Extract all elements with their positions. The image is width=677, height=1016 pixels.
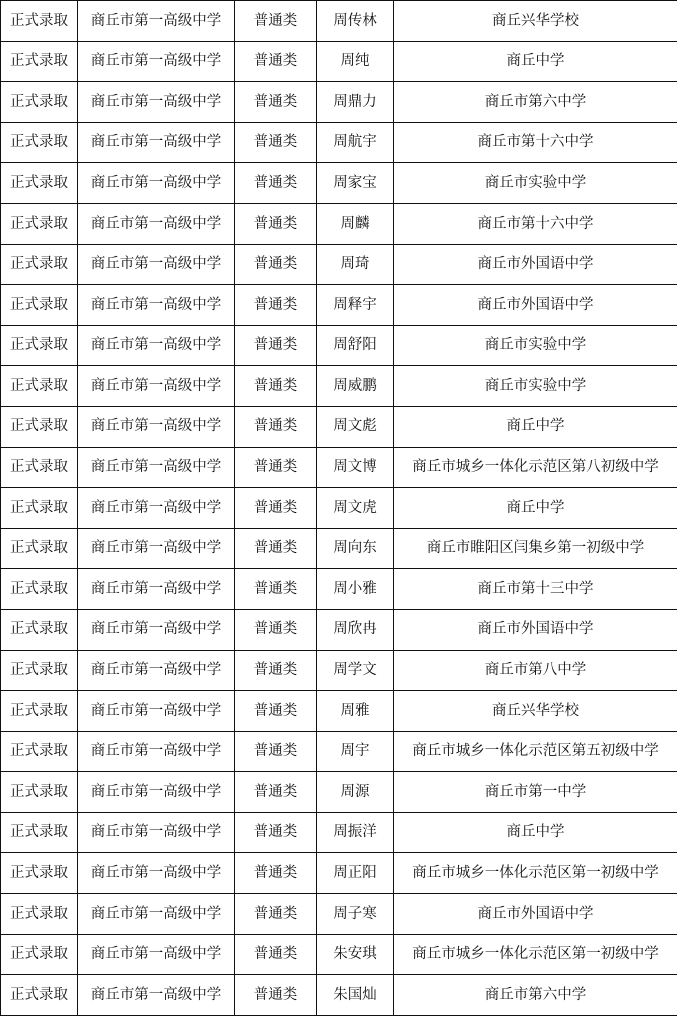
- name-cell: 周子寒: [317, 894, 394, 935]
- name-cell: 周威鹏: [317, 366, 394, 407]
- school-cell: 商丘市第一高级中学: [78, 41, 235, 82]
- name-cell: 周振洋: [317, 812, 394, 853]
- graduated-school-cell: 商丘市第六中学: [394, 975, 677, 1016]
- status-cell: 正式录取: [1, 691, 78, 732]
- graduated-school-cell: 商丘市实验中学: [394, 325, 677, 366]
- type-cell: 普通类: [235, 163, 317, 204]
- type-cell: 普通类: [235, 731, 317, 772]
- status-cell: 正式录取: [1, 894, 78, 935]
- type-cell: 普通类: [235, 41, 317, 82]
- status-cell: 正式录取: [1, 731, 78, 772]
- table-row: [1, 853, 677, 894]
- graduated-school-cell: 商丘市外国语中学: [394, 894, 677, 935]
- graduated-school-cell: 商丘市外国语中学: [394, 609, 677, 650]
- type-cell: 普通类: [235, 569, 317, 610]
- table-row: [1, 244, 677, 285]
- status-cell: 正式录取: [1, 650, 78, 691]
- table-row: [1, 528, 677, 569]
- name-cell: 周宇: [317, 731, 394, 772]
- status-cell: 正式录取: [1, 488, 78, 529]
- type-cell: 普通类: [235, 650, 317, 691]
- status-cell: 正式录取: [1, 772, 78, 813]
- type-cell: 普通类: [235, 244, 317, 285]
- type-cell: 普通类: [235, 406, 317, 447]
- name-cell: 周舒阳: [317, 325, 394, 366]
- graduated-school-cell: 商丘市城乡一体化示范区第一初级中学: [394, 934, 677, 975]
- graduated-school-cell: 商丘市第十三中学: [394, 569, 677, 610]
- status-cell: 正式录取: [1, 934, 78, 975]
- table-row: [1, 812, 677, 853]
- graduated-school-cell: 商丘市城乡一体化示范区第五初级中学: [394, 731, 677, 772]
- table-row: [1, 650, 677, 691]
- status-cell: 正式录取: [1, 569, 78, 610]
- type-cell: 普通类: [235, 975, 317, 1016]
- status-cell: 正式录取: [1, 528, 78, 569]
- school-cell: 商丘市第一高级中学: [78, 163, 235, 204]
- school-cell: 商丘市第一高级中学: [78, 82, 235, 123]
- type-cell: 普通类: [235, 691, 317, 732]
- name-cell: 周鼎力: [317, 82, 394, 123]
- name-cell: 周正阳: [317, 853, 394, 894]
- type-cell: 普通类: [235, 366, 317, 407]
- name-cell: 周小雅: [317, 569, 394, 610]
- name-cell: 周航宇: [317, 122, 394, 163]
- status-cell: 正式录取: [1, 853, 78, 894]
- graduated-school-cell: 商丘市第六中学: [394, 82, 677, 123]
- name-cell: 周欣冉: [317, 609, 394, 650]
- school-cell: 商丘市第一高级中学: [78, 975, 235, 1016]
- table-row: [1, 569, 677, 610]
- type-cell: 普通类: [235, 325, 317, 366]
- school-cell: 商丘市第一高级中学: [78, 934, 235, 975]
- graduated-school-cell: 商丘市外国语中学: [394, 285, 677, 326]
- status-cell: 正式录取: [1, 447, 78, 488]
- status-cell: 正式录取: [1, 285, 78, 326]
- graduated-school-cell: 商丘中学: [394, 488, 677, 529]
- school-cell: 商丘市第一高级中学: [78, 569, 235, 610]
- school-cell: 商丘市第一高级中学: [78, 406, 235, 447]
- school-cell: 商丘市第一高级中学: [78, 203, 235, 244]
- type-cell: 普通类: [235, 894, 317, 935]
- table-row: [1, 406, 677, 447]
- table-row: [1, 488, 677, 529]
- type-cell: 普通类: [235, 772, 317, 813]
- name-cell: 周源: [317, 772, 394, 813]
- table-row: [1, 82, 677, 123]
- table-row: [1, 41, 677, 82]
- school-cell: 商丘市第一高级中学: [78, 1, 235, 42]
- table-row: [1, 163, 677, 204]
- status-cell: 正式录取: [1, 1, 78, 42]
- school-cell: 商丘市第一高级中学: [78, 650, 235, 691]
- status-cell: 正式录取: [1, 366, 78, 407]
- type-cell: 普通类: [235, 203, 317, 244]
- name-cell: 周琦: [317, 244, 394, 285]
- graduated-school-cell: 商丘市实验中学: [394, 366, 677, 407]
- graduated-school-cell: 商丘兴华学校: [394, 691, 677, 732]
- name-cell: 朱安琪: [317, 934, 394, 975]
- school-cell: 商丘市第一高级中学: [78, 609, 235, 650]
- status-cell: 正式录取: [1, 325, 78, 366]
- school-cell: 商丘市第一高级中学: [78, 366, 235, 407]
- school-cell: 商丘市第一高级中学: [78, 894, 235, 935]
- school-cell: 商丘市第一高级中学: [78, 488, 235, 529]
- table-row: [1, 609, 677, 650]
- graduated-school-cell: 商丘兴华学校: [394, 1, 677, 42]
- type-cell: 普通类: [235, 82, 317, 123]
- school-cell: 商丘市第一高级中学: [78, 285, 235, 326]
- type-cell: 普通类: [235, 447, 317, 488]
- status-cell: 正式录取: [1, 163, 78, 204]
- name-cell: 周学文: [317, 650, 394, 691]
- type-cell: 普通类: [235, 1, 317, 42]
- type-cell: 普通类: [235, 812, 317, 853]
- name-cell: 周家宝: [317, 163, 394, 204]
- status-cell: 正式录取: [1, 812, 78, 853]
- school-cell: 商丘市第一高级中学: [78, 772, 235, 813]
- school-cell: 商丘市第一高级中学: [78, 244, 235, 285]
- type-cell: 普通类: [235, 488, 317, 529]
- table-row: [1, 122, 677, 163]
- school-cell: 商丘市第一高级中学: [78, 447, 235, 488]
- school-cell: 商丘市第一高级中学: [78, 325, 235, 366]
- type-cell: 普通类: [235, 122, 317, 163]
- status-cell: 正式录取: [1, 975, 78, 1016]
- name-cell: 朱国灿: [317, 975, 394, 1016]
- table-row: [1, 447, 677, 488]
- status-cell: 正式录取: [1, 41, 78, 82]
- table-row: [1, 1, 677, 42]
- graduated-school-cell: 商丘市城乡一体化示范区第八初级中学: [394, 447, 677, 488]
- table-row: [1, 975, 677, 1016]
- graduated-school-cell: 商丘中学: [394, 406, 677, 447]
- table-row: [1, 731, 677, 772]
- status-cell: 正式录取: [1, 244, 78, 285]
- school-cell: 商丘市第一高级中学: [78, 731, 235, 772]
- type-cell: 普通类: [235, 853, 317, 894]
- type-cell: 普通类: [235, 285, 317, 326]
- name-cell: 周向东: [317, 528, 394, 569]
- school-cell: 商丘市第一高级中学: [78, 691, 235, 732]
- table-row: [1, 325, 677, 366]
- name-cell: 周雅: [317, 691, 394, 732]
- name-cell: 周麟: [317, 203, 394, 244]
- school-cell: 商丘市第一高级中学: [78, 122, 235, 163]
- school-cell: 商丘市第一高级中学: [78, 812, 235, 853]
- graduated-school-cell: 商丘市睢阳区闫集乡第一初级中学: [394, 528, 677, 569]
- type-cell: 普通类: [235, 528, 317, 569]
- graduated-school-cell: 商丘市实验中学: [394, 163, 677, 204]
- type-cell: 普通类: [235, 934, 317, 975]
- school-cell: 商丘市第一高级中学: [78, 853, 235, 894]
- status-cell: 正式录取: [1, 122, 78, 163]
- graduated-school-cell: 商丘市外国语中学: [394, 244, 677, 285]
- name-cell: 周文彪: [317, 406, 394, 447]
- table-row: [1, 203, 677, 244]
- status-cell: 正式录取: [1, 406, 78, 447]
- type-cell: 普通类: [235, 609, 317, 650]
- graduated-school-cell: 商丘中学: [394, 41, 677, 82]
- admission-table-body: [1, 1, 677, 1016]
- graduated-school-cell: 商丘市第一中学: [394, 772, 677, 813]
- table-row: [1, 691, 677, 732]
- status-cell: 正式录取: [1, 203, 78, 244]
- table-row: [1, 285, 677, 326]
- table-row: [1, 772, 677, 813]
- graduated-school-cell: 商丘市第八中学: [394, 650, 677, 691]
- graduated-school-cell: 商丘市第十六中学: [394, 122, 677, 163]
- graduated-school-cell: 商丘市城乡一体化示范区第一初级中学: [394, 853, 677, 894]
- table-row: [1, 934, 677, 975]
- name-cell: 周传林: [317, 1, 394, 42]
- status-cell: 正式录取: [1, 609, 78, 650]
- name-cell: 周纯: [317, 41, 394, 82]
- table-row: [1, 894, 677, 935]
- school-cell: 商丘市第一高级中学: [78, 528, 235, 569]
- status-cell: 正式录取: [1, 82, 78, 123]
- graduated-school-cell: 商丘中学: [394, 812, 677, 853]
- graduated-school-cell: 商丘市第十六中学: [394, 203, 677, 244]
- name-cell: 周文博: [317, 447, 394, 488]
- name-cell: 周文虎: [317, 488, 394, 529]
- name-cell: 周释宇: [317, 285, 394, 326]
- table-row: [1, 366, 677, 407]
